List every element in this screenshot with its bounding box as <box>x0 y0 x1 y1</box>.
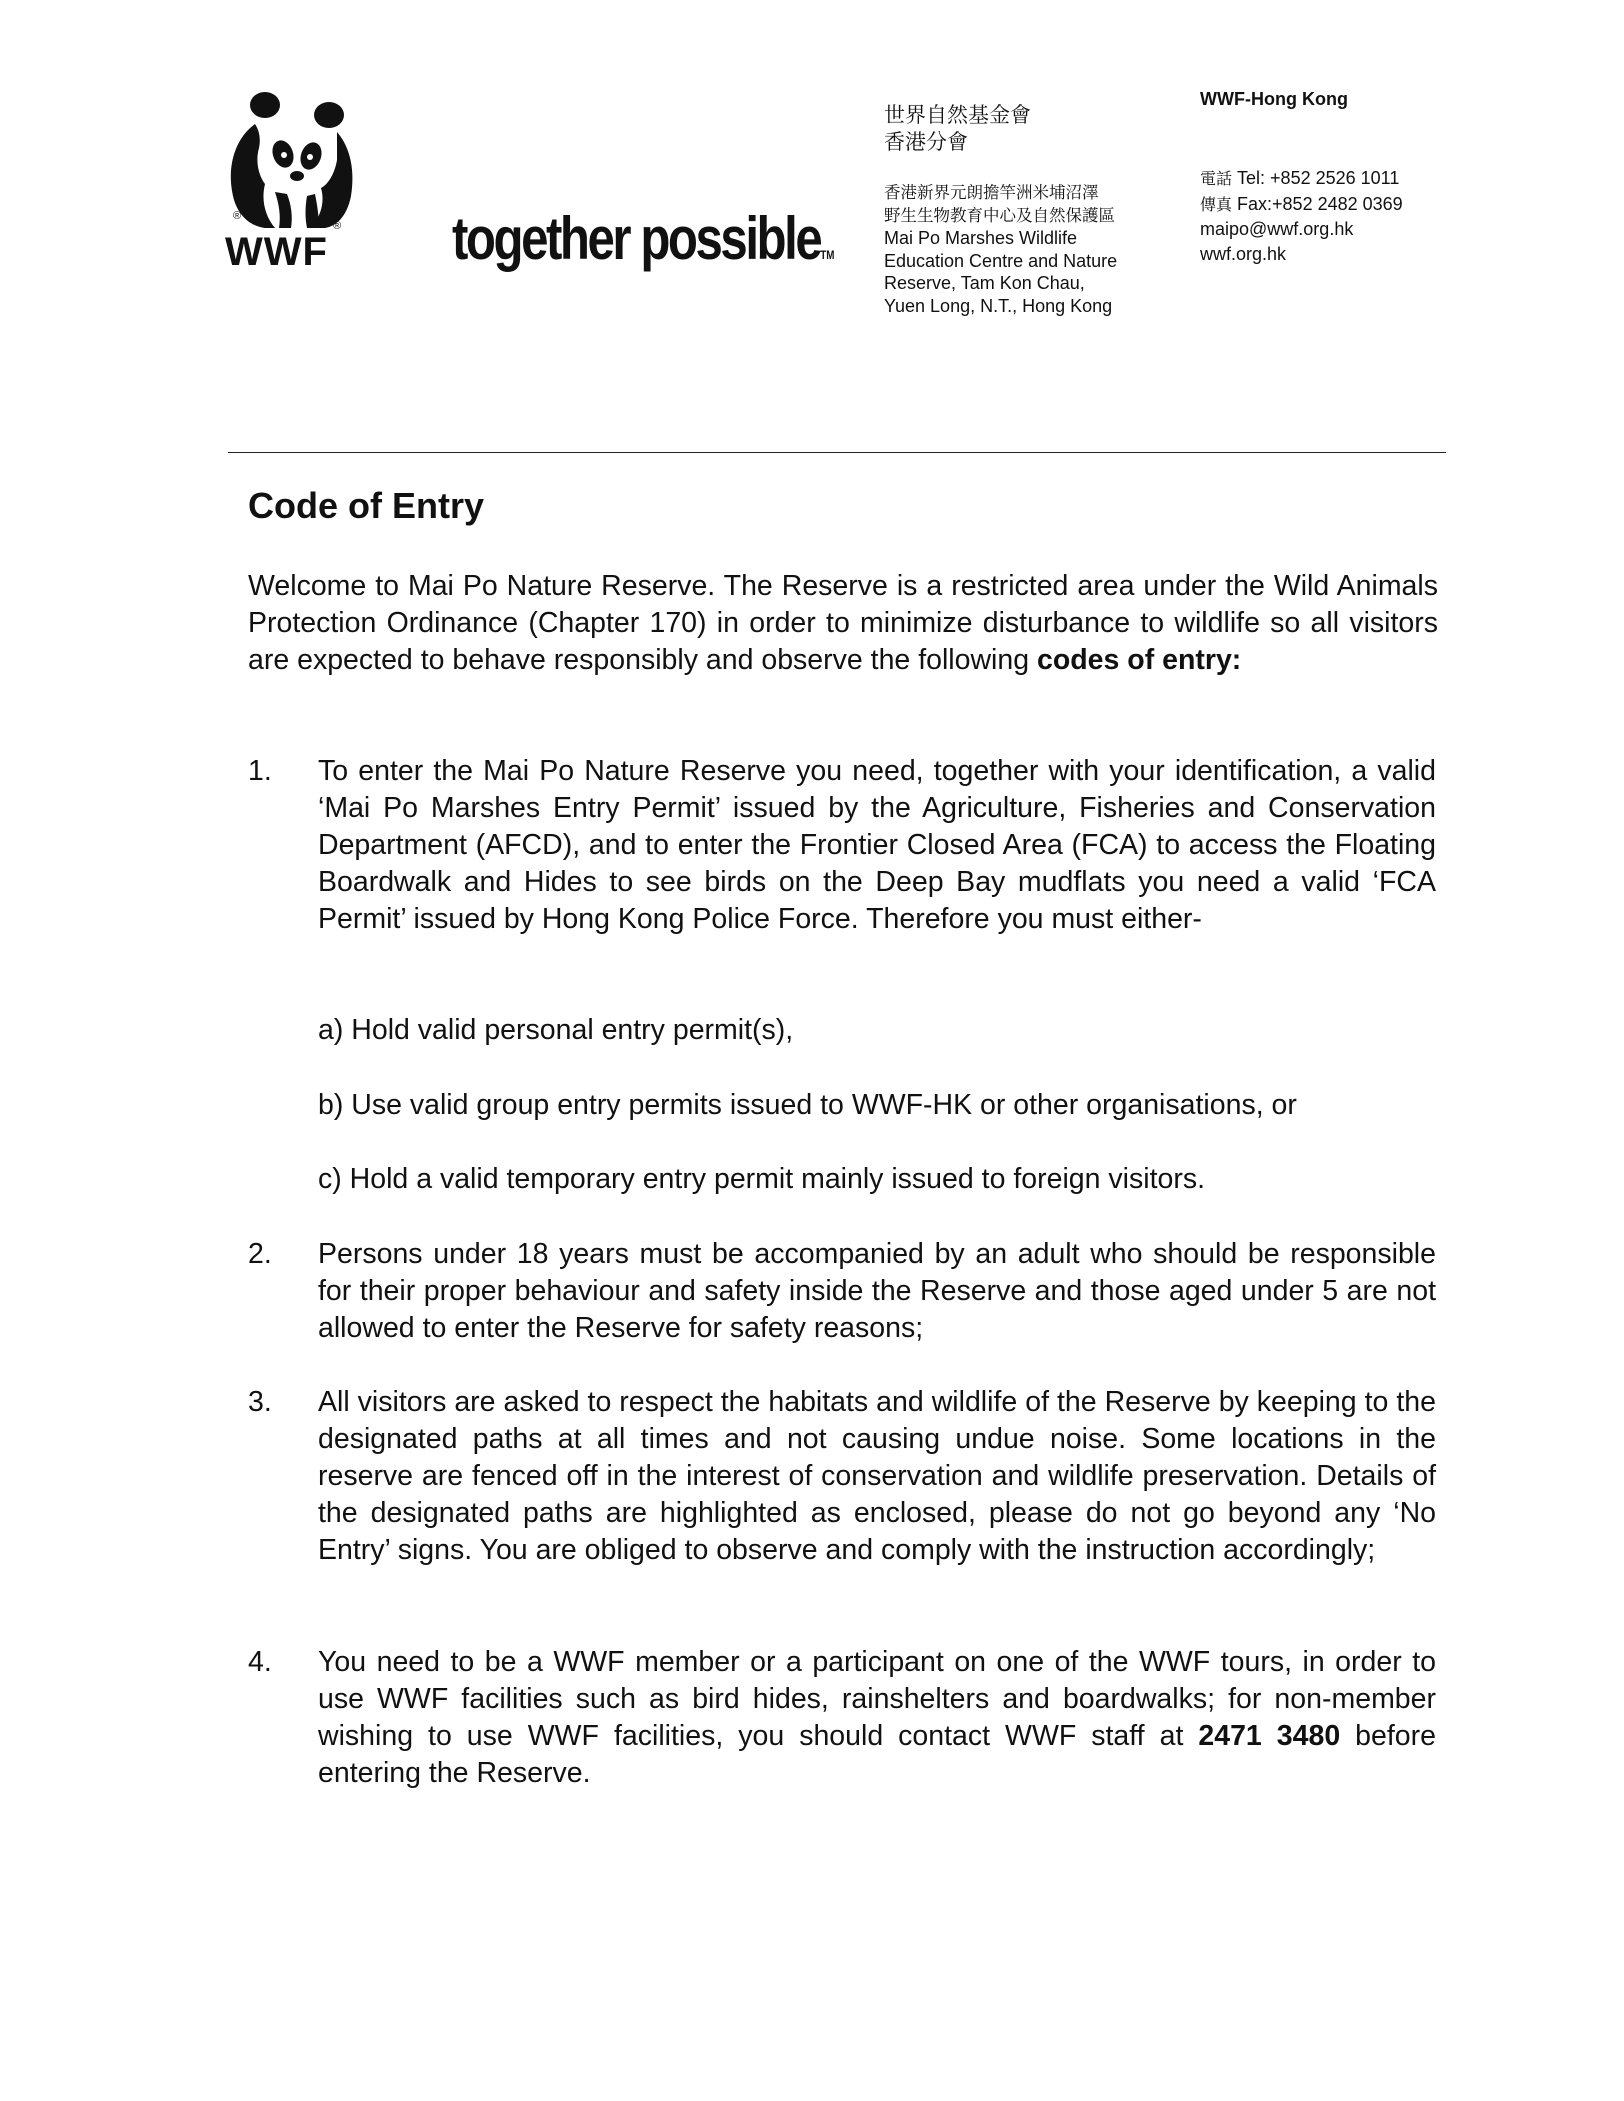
address-line: Reserve, Tam Kon Chau, <box>884 273 1085 293</box>
slogan <box>452 204 834 273</box>
address-line: Yuen Long, N.T., Hong Kong <box>884 295 1113 316</box>
org-name-line: 世界自然基金會 <box>884 103 1031 127</box>
slogan-trademark: TM <box>820 248 835 262</box>
list-item-body: You need to be a WWF member or a participant on one of the WWF tours, in order to use WWF facilities such as bird hides, rainshelters and boardwalks; for non-member wishing to use WWF facilities, you should contact WWF staff at <box>318 1646 1436 1752</box>
list-item-body-end: before entering the Reserve. <box>318 1720 1436 1789</box>
wwf-panda-logo: ® ® WWF <box>225 92 355 272</box>
address-line: 野生生物教育中心及自然保護區 <box>884 205 1115 225</box>
sub-item: c) Hold a valid temporary entry permit mainly issued to foreign visitors. <box>318 1163 1205 1195</box>
address-line: 香港新界元朗擔竿洲米埔沼澤 <box>884 183 1099 202</box>
panda-icon <box>225 92 355 232</box>
header-divider <box>228 452 1446 453</box>
slogan-text: together possible <box>452 205 821 272</box>
list-item-text: To enter the Mai Po Nature Reserve you need, together with your identification, a valid ‘Mai Po Marshes Entry Permit’ issued by the Agriculture, Fisheries and Conservation Department (AFCD), and to enter the Frontier Closed Area (FCA) to access the Floating Boardwalk and Hides to see birds on the Deep Bay mudflats you need a valid ‘FCA Permit’ issued by Hong Kong Police Force. Therefore you must either- <box>318 755 1436 935</box>
list-item-text: All visitors are asked to respect the habitats and wildlife of the Reserve by keeping to the designated paths at all times and not causing undue noise. Some locations in the reserve are fenced off in the interest of conservation and wildlife preservation. Details of the designated paths are highlighted as enclosed, please do not go beyond any ‘No Entry’ signs. You are obliged to observe and comply with the instruction accordingly; <box>318 1386 1436 1566</box>
list-item-number: 4. <box>248 1646 272 1678</box>
org-name-chinese <box>884 102 1031 156</box>
list-item-text: Persons under 18 years must be accompanied by an adult who should be responsible for their proper behaviour and safety inside the Reserve and those aged under 5 are not allowed to enter the Reserve for safety reasons; <box>318 1238 1436 1344</box>
office-name: WWF-Hong Kong <box>1200 89 1348 109</box>
fax-line <box>1200 192 1403 218</box>
address-block <box>884 182 1117 317</box>
wwf-wordmark: WWF <box>225 230 328 274</box>
email-link[interactable]: maipo@wwf.org.hk <box>1200 219 1354 239</box>
intro-text: Welcome to Mai Po Nature Reserve. The Reserve is a restricted area under the Wild Animals Protection Ordinance (Chapter 170) in order to minimize disturbance to wildlife so all visitors are expected to behave responsibly and observe the following <box>248 570 1438 676</box>
list-item-number: 1. <box>248 755 272 787</box>
tel-label-zh: 電話 <box>1200 169 1233 188</box>
list-item-number: 3. <box>248 1386 272 1418</box>
list-item-text <box>318 1644 1436 1792</box>
address-line: Education Centre and Nature <box>884 250 1118 271</box>
org-name-line: 香港分會 <box>884 130 968 154</box>
sub-item: a) Hold valid personal entry permit(s), <box>318 1014 794 1046</box>
fax-label-zh: 傳真 <box>1200 194 1233 214</box>
page-title: Code of Entry <box>248 485 485 526</box>
list-item-number: 2. <box>248 1238 272 1270</box>
intro-bold-text: codes of entry: <box>1037 644 1242 676</box>
tel-line <box>1200 166 1403 192</box>
website-link[interactable]: wwf.org.hk <box>1200 243 1287 264</box>
fax-number: Fax:+852 2482 0369 <box>1237 193 1403 214</box>
address-line: Mai Po Marshes Wildlife <box>884 228 1078 248</box>
phone-number: 2471 3480 <box>1198 1720 1341 1752</box>
sub-item: b) Use valid group entry permits issued to WWF-HK or other organisations, or <box>318 1089 1297 1121</box>
contact-block <box>1200 166 1403 266</box>
tel-number: Tel: +852 2526 1011 <box>1237 168 1400 188</box>
intro-paragraph <box>248 568 1438 679</box>
